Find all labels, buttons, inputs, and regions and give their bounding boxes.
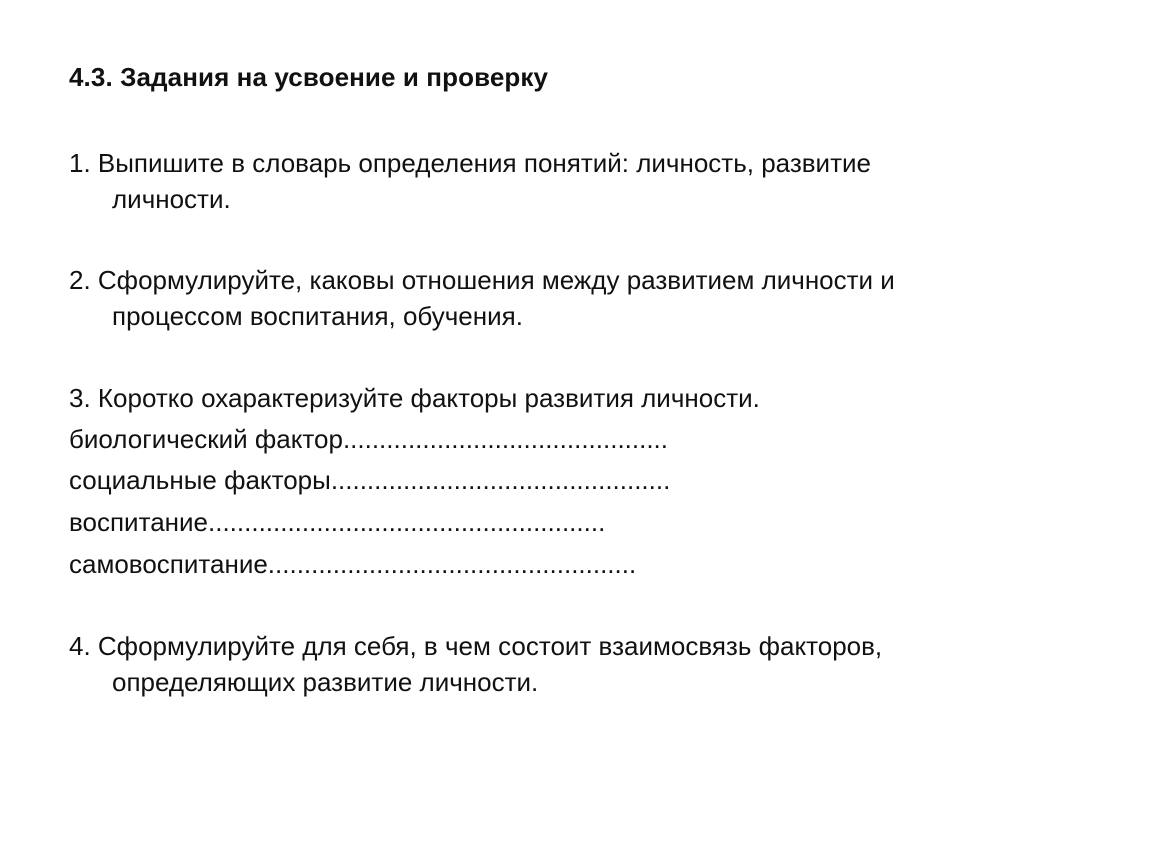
task-2-text: 2. Сформулируйте, каковы отношения между развитием личности и xyxy=(69,265,895,295)
factor-biological: биологический фактор............................................. xyxy=(69,424,669,454)
factor-self-education: самовоспитание................................................... xyxy=(69,549,637,579)
section-heading: 4.3. Задания на усвоение и проверку xyxy=(69,62,549,92)
task-2-continuation: процессом воспитания, обучения. xyxy=(112,301,523,331)
task-2 xyxy=(69,262,1029,334)
task-3 xyxy=(69,380,1029,416)
factor-social: социальные факторы............................................... xyxy=(69,465,671,495)
task-1-text: 1. Выпишите в словарь определения понятий: личность, развитие xyxy=(69,148,871,178)
task-1-continuation: личности. xyxy=(112,184,231,214)
task-4 xyxy=(69,628,1029,700)
task-4-continuation: определяющих развитие личности. xyxy=(112,667,539,697)
task-4-text: 4. Сформулируйте для себя, в чем состоит взаимосвязь факторов, xyxy=(69,631,883,661)
task-3-text: 3. Коротко охарактеризуйте факторы развития личности. xyxy=(69,383,760,413)
task-1 xyxy=(69,145,1029,217)
factor-upbringing: воспитание....................................................... xyxy=(69,507,606,537)
